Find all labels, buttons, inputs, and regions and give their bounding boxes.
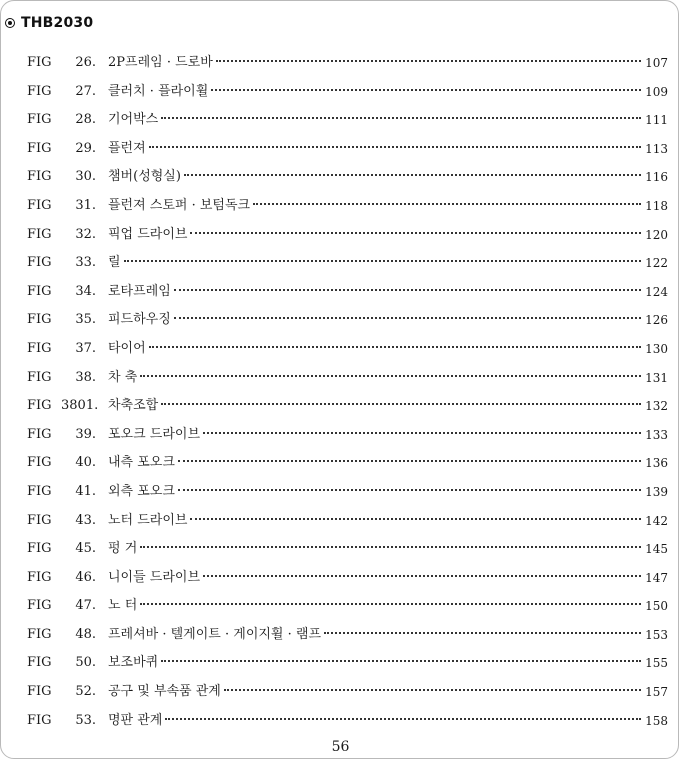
- dot-leader: [178, 489, 641, 491]
- fig-title-wrap: [108, 335, 644, 364]
- fig-page-number: 124: [645, 284, 668, 299]
- fig-page-number: 120: [645, 227, 668, 242]
- fig-title: 차축조합: [108, 398, 159, 414]
- fig-label: FIG: [27, 55, 52, 70]
- fig-title-wrap: [108, 621, 644, 650]
- dot-leader: [161, 660, 641, 662]
- fig-label: FIG: [27, 312, 52, 328]
- fig-title-wrap: [108, 707, 644, 736]
- fig-label: FIG: [27, 255, 52, 271]
- dot-leader: [178, 460, 641, 462]
- dot-leader: [161, 403, 641, 405]
- fig-title: 릴: [108, 255, 121, 271]
- toc-row: [1, 78, 679, 107]
- dot-leader: [149, 146, 641, 148]
- fig-title: 차 축: [108, 369, 138, 385]
- dot-leader: [211, 89, 641, 91]
- toc-row: [1, 106, 679, 135]
- fig-title-wrap: [108, 392, 644, 421]
- toc-row: [1, 306, 679, 335]
- toc-row: [1, 707, 679, 736]
- fig-page-number: 130: [645, 341, 668, 356]
- fig-number: 32.: [75, 226, 96, 242]
- fig-page-number: 118: [645, 198, 668, 213]
- fig-number: 50.: [75, 655, 96, 671]
- fig-title-wrap: [108, 564, 644, 593]
- fig-number: 48.: [75, 626, 96, 642]
- toc-row: [1, 621, 679, 650]
- fig-number: 47.: [75, 598, 96, 614]
- fig-title: 기어박스: [108, 112, 159, 128]
- fig-title-wrap: [108, 135, 644, 164]
- fig-title: 노 터: [108, 598, 138, 614]
- fig-number: 43.: [75, 512, 96, 528]
- toc-row: [1, 249, 679, 278]
- fig-title: 피드하우징: [108, 312, 171, 328]
- dot-leader: [190, 232, 641, 234]
- dot-leader: [140, 603, 641, 605]
- fig-label: FIG: [27, 455, 52, 471]
- fig-title-wrap: [108, 278, 644, 307]
- fig-label: FIG: [27, 598, 52, 614]
- fig-page-number: 132: [645, 399, 668, 414]
- dot-leader: [174, 289, 641, 291]
- fig-title: 픽업 드라이브: [108, 226, 188, 242]
- fig-number: 28.: [75, 112, 96, 128]
- fig-title: 플런져: [108, 140, 146, 156]
- fig-title: 프레셔바 · 텔게이트 · 게이지휠 · 램프: [108, 626, 322, 642]
- fig-title-wrap: [108, 592, 644, 621]
- fig-label: FIG: [27, 140, 52, 156]
- fig-label: FIG: [27, 197, 52, 213]
- toc-row: [1, 335, 679, 364]
- document-title: THB2030: [21, 15, 94, 31]
- fig-page-number: 150: [645, 599, 668, 614]
- fig-label: FIG: [27, 655, 52, 671]
- toc-row: [1, 535, 679, 564]
- fig-title: 펑 거: [108, 541, 138, 557]
- fig-title: 포오크 드라이브: [108, 426, 201, 442]
- fig-number: 29.: [75, 140, 96, 156]
- dot-leader: [324, 632, 641, 634]
- fig-number: 35.: [75, 312, 96, 328]
- fig-page-number: 126: [645, 313, 668, 328]
- fig-title-wrap: [108, 535, 644, 564]
- fig-page-number: 116: [645, 170, 668, 185]
- fig-number: 45.: [75, 541, 96, 557]
- toc-row: [1, 478, 679, 507]
- table-of-contents: [1, 49, 679, 735]
- fig-page-number: 109: [645, 84, 668, 99]
- fig-title: 공구 및 부속품 관계: [108, 684, 221, 700]
- fig-label: FIG: [27, 112, 52, 128]
- fig-title-wrap: [108, 649, 644, 678]
- dot-leader: [165, 718, 641, 720]
- toc-row: [1, 163, 679, 192]
- fig-number: 3801.: [61, 398, 99, 414]
- fig-label: FIG: [27, 626, 52, 642]
- fig-label: FIG: [27, 569, 52, 585]
- fig-title-wrap: [108, 192, 644, 221]
- fig-title-wrap: [108, 78, 644, 107]
- fig-title: 명판 관계: [108, 712, 163, 728]
- fig-number: 53.: [75, 712, 96, 728]
- toc-row: [1, 49, 679, 78]
- dot-leader: [149, 346, 641, 348]
- fig-title-wrap: [108, 507, 644, 536]
- fig-title: 플런져 스토퍼 · 보텀독크: [108, 197, 251, 213]
- fig-label: FIG: [27, 483, 52, 499]
- fig-number: 46.: [75, 569, 96, 585]
- fig-title-wrap: [108, 364, 644, 393]
- fig-page-number: 113: [645, 141, 668, 156]
- fig-label: FIG: [27, 340, 52, 356]
- fig-title-wrap: [108, 221, 644, 250]
- dot-leader: [124, 260, 641, 262]
- dot-leader: [203, 575, 641, 577]
- fig-title-wrap: [108, 478, 644, 507]
- dot-leader: [140, 375, 641, 377]
- fig-label: FIG: [27, 512, 52, 528]
- fig-number: 31.: [75, 197, 96, 213]
- fig-page-number: 157: [645, 685, 668, 700]
- page-number: 56: [331, 739, 350, 755]
- dot-leader: [190, 518, 641, 520]
- toc-row: [1, 649, 679, 678]
- toc-row: [1, 564, 679, 593]
- dot-leader: [203, 432, 641, 434]
- fig-number: 30.: [75, 169, 96, 185]
- fig-number: 38.: [75, 369, 96, 385]
- toc-row: [1, 221, 679, 250]
- target-icon: [5, 18, 15, 28]
- fig-title-wrap: [108, 421, 644, 450]
- toc-row: [1, 364, 679, 393]
- fig-number: 39.: [75, 426, 96, 442]
- dot-leader: [140, 546, 641, 548]
- fig-title: 타이어: [108, 340, 146, 356]
- fig-number: 34.: [75, 283, 96, 299]
- fig-number: 33.: [75, 255, 96, 271]
- fig-number: 52.: [75, 684, 96, 700]
- toc-row: [1, 135, 679, 164]
- fig-title: 노터 드라이브: [108, 512, 188, 528]
- fig-label: FIG: [27, 369, 52, 385]
- fig-page-number: 131: [645, 370, 668, 385]
- dot-leader: [174, 317, 641, 319]
- fig-page-number: 142: [645, 513, 668, 528]
- fig-label: FIG: [27, 684, 52, 700]
- fig-number: 37.: [75, 340, 96, 356]
- dot-leader: [253, 203, 641, 205]
- fig-label: FIG: [27, 541, 52, 557]
- fig-number: 41.: [75, 483, 96, 499]
- fig-title-wrap: [108, 449, 644, 478]
- toc-row: [1, 192, 679, 221]
- toc-row: [1, 507, 679, 536]
- fig-title-wrap: [108, 49, 644, 78]
- toc-row: [1, 421, 679, 450]
- dot-leader: [224, 689, 641, 691]
- fig-title: 외측 포오크: [108, 483, 175, 499]
- fig-label: FIG: [27, 169, 52, 185]
- document-header: [5, 13, 93, 33]
- fig-title: 클러치 · 플라이휠: [108, 83, 209, 99]
- fig-label: FIG: [27, 283, 52, 299]
- fig-page-number: 155: [645, 656, 668, 671]
- fig-page-number: 136: [645, 456, 668, 471]
- fig-title: 내측 포오크: [108, 455, 175, 471]
- fig-label: FIG: [27, 83, 52, 99]
- fig-label: FIG: [27, 426, 52, 442]
- fig-label: FIG: [27, 398, 52, 414]
- fig-number: 27.: [75, 83, 96, 99]
- dot-leader: [161, 117, 641, 119]
- toc-row: [1, 278, 679, 307]
- fig-title-wrap: [108, 163, 644, 192]
- fig-number: 40.: [75, 455, 96, 471]
- fig-label: FIG: [27, 226, 52, 242]
- fig-title: 로타프레임: [108, 283, 171, 299]
- fig-page-number: 107: [645, 56, 668, 70]
- fig-title: 보조바퀴: [108, 655, 159, 671]
- fig-title: 2P프레임 · 드로바: [108, 55, 213, 70]
- fig-number: 26.: [75, 55, 96, 70]
- fig-page-number: 153: [645, 627, 668, 642]
- fig-title-wrap: [108, 249, 644, 278]
- fig-page-number: 111: [645, 113, 668, 128]
- dot-leader: [184, 174, 641, 176]
- toc-row: [1, 678, 679, 707]
- fig-title: 챔버(성형실): [108, 169, 181, 185]
- fig-page-number: 158: [645, 713, 668, 728]
- fig-title: 니이들 드라이브: [108, 569, 201, 585]
- fig-page-number: 122: [645, 256, 668, 271]
- fig-page-number: 147: [645, 570, 668, 585]
- toc-row: [1, 392, 679, 421]
- fig-page-number: 145: [645, 542, 668, 557]
- fig-title-wrap: [108, 306, 644, 335]
- fig-title-wrap: [108, 678, 644, 707]
- toc-row: [1, 449, 679, 478]
- dot-leader: [216, 60, 641, 62]
- toc-row: [1, 592, 679, 621]
- fig-label: FIG: [27, 712, 52, 728]
- fig-title-wrap: [108, 106, 644, 135]
- fig-page-number: 139: [645, 484, 668, 499]
- fig-page-number: 133: [645, 427, 668, 442]
